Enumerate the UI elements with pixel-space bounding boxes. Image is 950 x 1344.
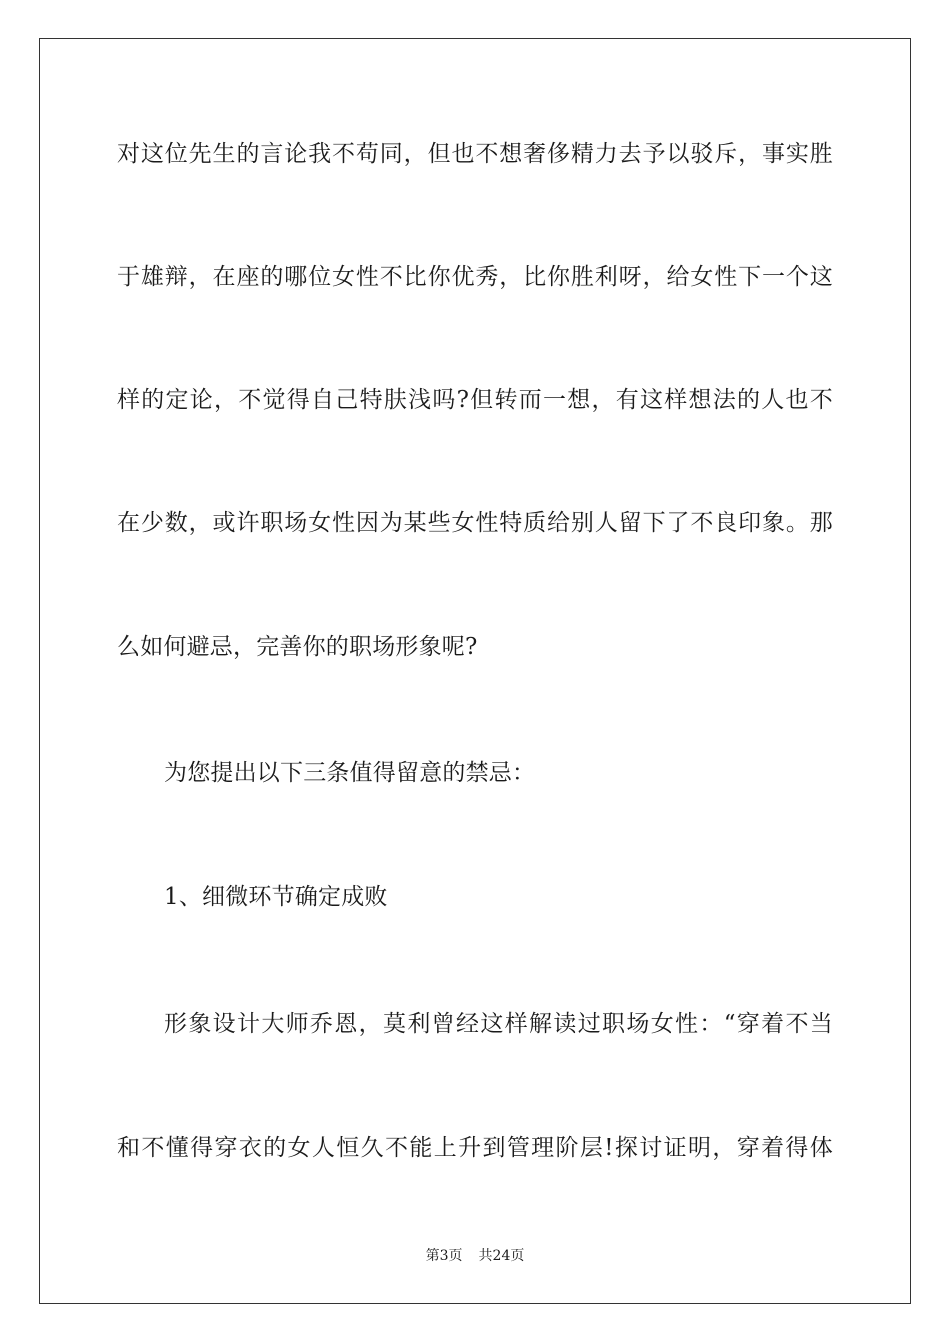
page-footer [0,1247,950,1265]
intro-line: 为您提出以下三条值得留意的禁忌： [164,760,536,786]
paragraph-line-4: 在少数，或许职场女性因为某些女性特质给别人留下了不良印象。那 [117,510,833,536]
paragraph-line-2: 于雄辩，在座的哪位女性不比你优秀，比你胜利呀，给女性下一个这 [117,264,833,290]
paragraph-line-1: 对这位先生的言论我不苟同，但也不想奢侈精力去予以驳斥，事实胜 [117,141,833,167]
paragraph-line-6: 形象设计大师乔恩，莫利曾经这样解读过职场女性：“穿着不当 [164,1011,833,1037]
paragraph-line-5: 么如何避忌，完善你的职场形象呢? [117,634,478,660]
page-number: 第3页 [425,1248,463,1264]
section-heading: 1、细微环节确定成败 [164,884,388,910]
paragraph-line-7: 和不懂得穿衣的女人恒久不能上升到管理阶层!探讨证明，穿着得体 [117,1135,833,1161]
page-frame [39,38,911,1304]
paragraph-line-3: 样的定论，不觉得自己特肤浅吗?但转而一想，有这样想法的人也不 [117,387,833,413]
page-total: 共24页 [478,1248,525,1264]
